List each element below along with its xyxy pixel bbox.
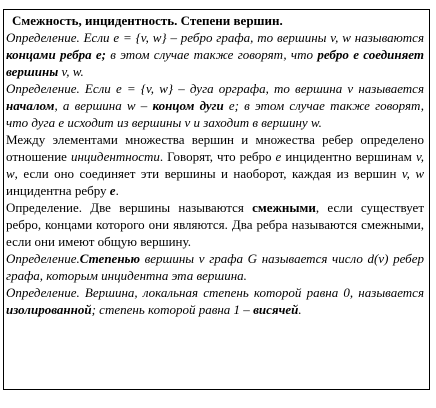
term-isolated: изолированной xyxy=(6,302,92,317)
text: Определение. Вершина, локальная степень которой равна 0, называется xyxy=(6,285,424,300)
text: в этом случае также говорят, что xyxy=(105,47,318,62)
symbol: v, w xyxy=(401,166,425,181)
text: . xyxy=(115,183,119,198)
text: инцидентно вершинам xyxy=(281,149,416,164)
text: Между элементами множества вершин и множества ребер определено отношение xyxy=(6,132,424,164)
text: инцидентна ребру xyxy=(6,183,110,198)
text: вершины v графа G называется число d(v) ребер графа, которым инцидентна эта вершина. xyxy=(6,251,424,283)
text: е; в этом случае также говорят, что дуга е исходит из вершины v и заходит в вершину w. xyxy=(6,98,424,130)
text: Определение. Две вершины называются xyxy=(6,200,253,215)
text: Определение. Если е = {v, w} – дуга орграфа, то вершина v называется xyxy=(6,81,424,96)
text: v, w. xyxy=(58,64,84,79)
term-arc-end: концом дуги xyxy=(152,98,224,113)
term-adjacent: смежными xyxy=(252,200,316,215)
term-edge-connects: ребро е соединяет вершины xyxy=(6,47,424,79)
text: , а вершина w – xyxy=(54,98,153,113)
page-title: Смежность, инцидентность. Степени вершин. xyxy=(12,13,283,28)
definition-arc-start-end xyxy=(6,80,424,131)
term-incidence: инцидентности xyxy=(70,149,160,164)
definition-isolated-pendant xyxy=(6,284,424,318)
document-content xyxy=(6,12,424,318)
text: ; степень которой равна 1 – xyxy=(91,302,254,317)
symbol: е xyxy=(275,149,282,164)
term-arc-start: началом xyxy=(6,98,55,113)
text: , если оно соединяет эти вершины и наоборот, каждая из вершин xyxy=(14,166,402,181)
symbol: v, w xyxy=(6,149,424,181)
definition-degree xyxy=(6,250,424,284)
term-pendant: висячей xyxy=(253,302,299,317)
text: Определение. xyxy=(6,251,80,266)
text: , если существует ребро, концами которого они являются. Два ребра называются смежными, если они имеют общую вершину. xyxy=(6,200,424,249)
term-edge-ends: концами ребра е; xyxy=(6,47,106,62)
term-degree: Степенью xyxy=(79,251,140,266)
definition-edge-ends xyxy=(6,29,424,80)
paragraph-incidence xyxy=(6,131,424,199)
symbol: е xyxy=(109,183,116,198)
text: Определение. Если е = {v, w} – ребро графа, то вершины v, w называются xyxy=(6,30,424,45)
text: . Говорят, что ребро xyxy=(159,149,276,164)
text: . xyxy=(298,302,302,317)
definition-adjacency xyxy=(6,199,424,250)
